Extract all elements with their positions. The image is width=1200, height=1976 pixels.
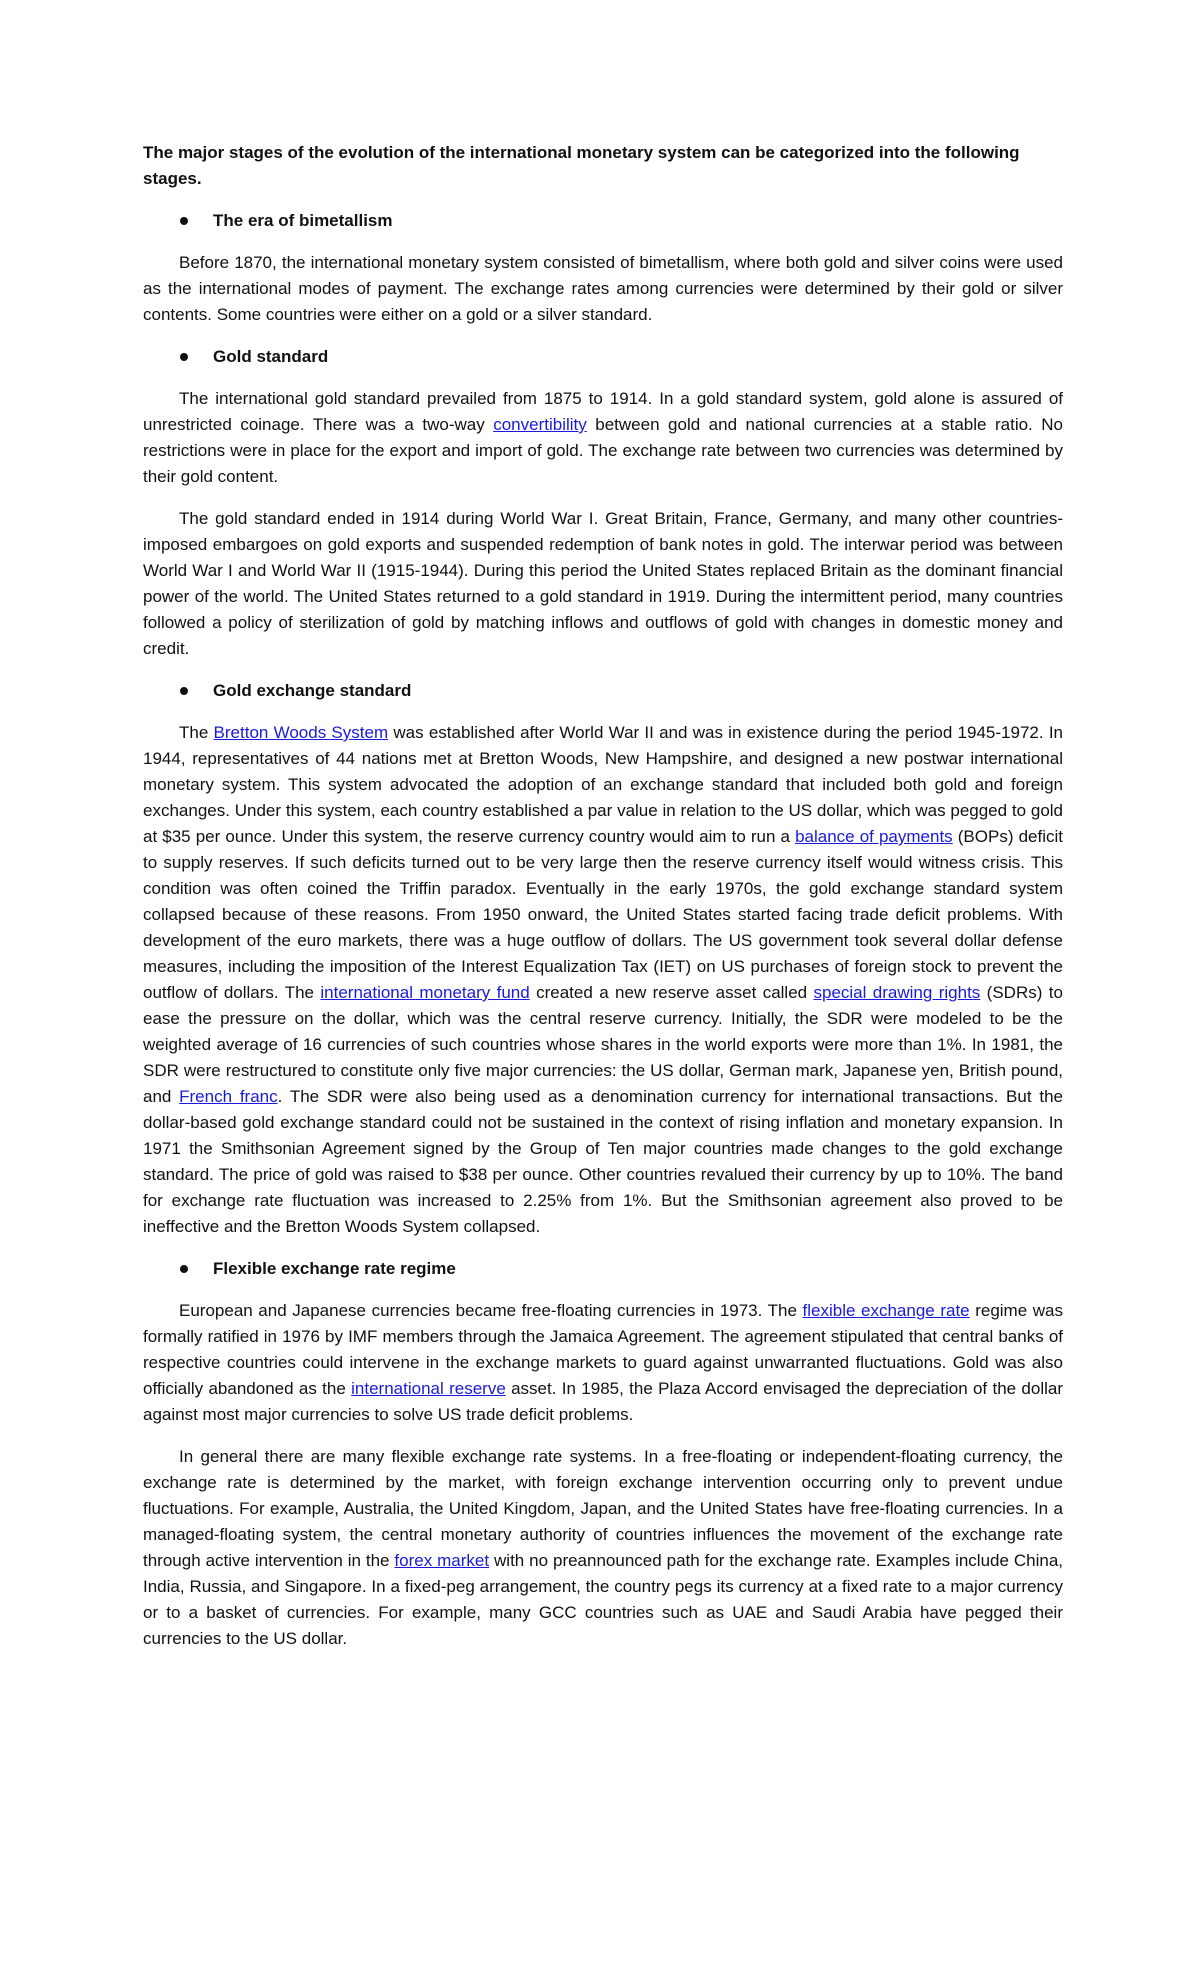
special-drawing-rights-link[interactable]: special drawing rights bbox=[813, 983, 981, 1002]
paragraph-text: The international gold standard prevailed from 1875 to 1914. In a gold standard system, gold alone is assured of unrestricted coinage. There was a two-way bbox=[143, 389, 1063, 434]
bullet-icon bbox=[180, 217, 188, 225]
paragraph-text: The gold standard ended in 1914 during World War I. Great Britain, France, Germany, and many other countries-imposed embargoes on gold exports and suspended redemption of bank notes in gold. The interwar period was between World War I and World War II (1915-1944). During this period the United States replaced Britain as the dominant financial power of the world. The United States returned to a gold standard in 1919. During the intermittent period, many countries followed a policy of sterilization of gold by matching inflows and outflows of gold with changes in domestic money and credit. bbox=[143, 509, 1063, 658]
paragraph-text: regime was formally ratified in 1976 by IMF members through the Jamaica Agreement. The agreement stipulated that central banks of respective countries could intervene in the exchange markets to guard against unwarranted fluctuations. Gold was also officially abandoned as the bbox=[143, 1301, 1063, 1398]
intro-heading: The major stages of the evolution of the international monetary system can be categorized into the following stages. bbox=[143, 143, 1020, 188]
paragraph-text: asset. In 1985, the Plaza Accord envisaged the depreciation of the dollar against most major currencies to solve US trade deficit problems. bbox=[143, 1379, 1064, 1424]
paragraph-text: (BOPs) deficit to supply reserves. If such deficits turned out to be very large then the reserve currency itself would witness crisis. This condition was often coined the Triffin paradox. Eventually in the early 1970s, the gold exchange standard system collapsed because of these reasons. From 1950 onward, the United States started facing trade deficit problems. With development of the euro markets, there was a huge outflow of dollars. The US government took several dollar defense measures, including the imposition of the Interest Equalization Tax (IET) on US purchases of foreign stock to prevent the outflow of dollars. The bbox=[143, 827, 1063, 1002]
paragraph bbox=[143, 250, 1063, 328]
international-monetary-fund-link[interactable]: international monetary fund bbox=[320, 983, 530, 1002]
paragraph bbox=[143, 386, 1063, 490]
bullet-icon bbox=[180, 1265, 188, 1273]
flexible-exchange-rate-link[interactable]: flexible exchange rate bbox=[802, 1301, 970, 1320]
paragraph-text: (SDRs) to ease the pressure on the dollar, which was the central reserve currency. Initially, the SDR were modeled to be the weighted average of 16 currencies of such countries whose shares in the world exports were more than 1%. In 1981, the SDR were restructured to constitute only five major currencies: the US dollar, German mark, Japanese yen, British pound, and bbox=[143, 983, 1063, 1106]
paragraph-text: between gold and national currencies at a stable ratio. No restrictions were in place for the export and import of gold. The exchange rate between two currencies was determined by their gold content. bbox=[143, 415, 1063, 486]
paragraph-text: In general there are many flexible exchange rate systems. In a free-floating or independent-floating currency, the exchange rate is determined by the market, with foreign exchange intervention occurring only to prevent undue fluctuations. For example, Australia, the United Kingdom, Japan, and the United States have free-floating currencies. In a managed-floating system, the central monetary authority of countries influences the movement of the exchange rate through active intervention in the bbox=[143, 1447, 1063, 1570]
section-heading-label: Gold exchange standard bbox=[213, 681, 412, 700]
section-heading-label: Gold standard bbox=[213, 347, 329, 366]
paragraph bbox=[143, 720, 1063, 1240]
paragraph bbox=[143, 506, 1063, 662]
paragraph bbox=[143, 1298, 1063, 1428]
document-page bbox=[143, 140, 1063, 1668]
section-heading-label: The era of bimetallism bbox=[213, 211, 393, 230]
paragraph bbox=[143, 1444, 1063, 1652]
paragraph-text: with no preannounced path for the exchange rate. Examples include China, India, Russia, and Singapore. In a fixed-peg arrangement, the country pegs its currency at a fixed rate to a major currency or to a basket of currencies. For example, many GCC countries such as UAE and Saudi Arabia have pegged their currencies to the US dollar. bbox=[143, 1551, 1063, 1648]
balance-of-payments-link[interactable]: balance of payments bbox=[795, 827, 953, 846]
paragraph-text: created a new reserve asset called bbox=[529, 983, 814, 1002]
bretton-woods-system-link[interactable]: Bretton Woods System bbox=[213, 723, 389, 742]
international-reserve-link[interactable]: international reserve bbox=[351, 1379, 506, 1398]
paragraph-text: European and Japanese currencies became free-floating currencies in 1973. The bbox=[179, 1301, 803, 1320]
section-heading-gold-exchange-standard bbox=[143, 678, 1063, 704]
french-franc-link[interactable]: French franc bbox=[179, 1087, 278, 1106]
section-heading-label: Flexible exchange rate regime bbox=[213, 1259, 456, 1278]
forex-market-link[interactable]: forex market bbox=[394, 1551, 490, 1570]
paragraph-text: . The SDR were also being used as a denomination currency for international transactions. But the dollar-based gold exchange standard could not be sustained in the context of rising inflation and monetary expansion. In 1971 the Smithsonian Agreement signed by the Group of Ten major countries made changes to the gold exchange standard. The price of gold was raised to $38 per ounce. Other countries revalued their currency by up to 10%. The band for exchange rate fluctuation was increased to 2.25% from 1%. But the Smithsonian agreement also proved to be ineffective and the Bretton Woods System collapsed. bbox=[143, 1087, 1063, 1236]
paragraph-text: was established after World War II and was in existence during the period 1945-1972. In 1944, representatives of 44 nations met at Bretton Woods, New Hampshire, and designed a new postwar international monetary system. This system advocated the adoption of an exchange standard that included both gold and foreign exchanges. Under this system, each country established a par value in relation to the US dollar, which was pegged to gold at $35 per ounce. Under this system, the reserve currency country would aim to run a bbox=[143, 723, 1063, 846]
section-heading-flexible-exchange-rate-regime bbox=[143, 1256, 1063, 1282]
bullet-icon bbox=[180, 353, 188, 361]
bullet-icon bbox=[180, 687, 188, 695]
section-heading-gold-standard bbox=[143, 344, 1063, 370]
convertibility-link[interactable]: convertibility bbox=[493, 415, 587, 434]
section-heading-bimetallism bbox=[143, 208, 1063, 234]
paragraph-text: The bbox=[179, 723, 214, 742]
paragraph-text: Before 1870, the international monetary system consisted of bimetallism, where both gold and silver coins were used as the international modes of payment. The exchange rates among currencies were determined by their gold or silver contents. Some countries were either on a gold or a silver standard. bbox=[143, 253, 1063, 324]
